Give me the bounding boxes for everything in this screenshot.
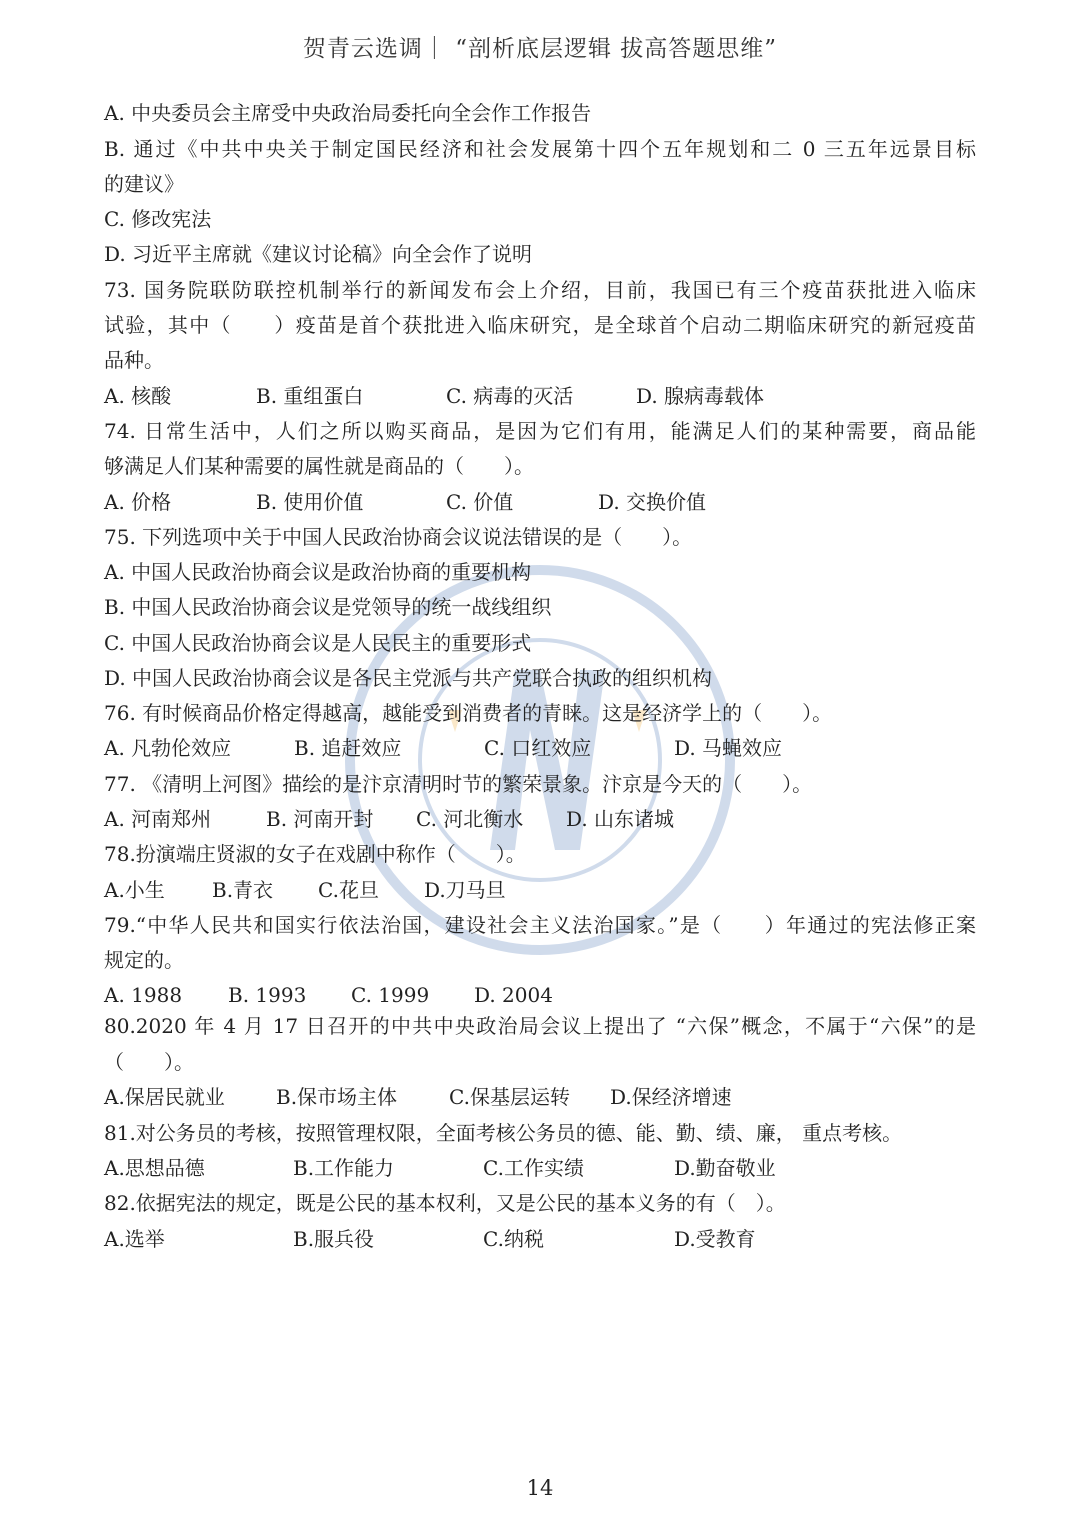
- answer-option: D.受教育: [674, 1227, 756, 1251]
- answer-option: C.工作实绩: [483, 1156, 584, 1180]
- answer-option: B.保市场主体: [276, 1085, 398, 1109]
- page-number: 14: [526, 1476, 554, 1500]
- text-line: 试验，其中（ ）疫苗是首个获批进入临床研究，是全球首个启动二期临床研究的新冠疫苗: [104, 313, 976, 337]
- text-line: 品种。: [104, 348, 164, 372]
- answer-options-row: [104, 1082, 976, 1112]
- answer-option: A. 凡勃伦效应: [104, 736, 232, 760]
- text-line: 76. 有时候商品价格定得越高，越能受到消费者的青睐。这是经济学上的（ ）。: [104, 701, 833, 725]
- text-line: C. 修改宪法: [104, 207, 212, 231]
- answer-option: C.花旦: [318, 878, 379, 902]
- answer-options-row: [104, 804, 976, 834]
- text-line: 的建议》: [104, 172, 184, 196]
- text-line: A. 中国人民政治协商会议是政治协商的重要机构: [104, 560, 532, 584]
- text-line: B. 中国人民政治协商会议是党领导的统一战线组织: [104, 595, 552, 619]
- text-line: 75. 下列选项中关于中国人民政治协商会议说法错误的是（ ）。: [104, 525, 693, 549]
- text-line: 79.“中华人民共和国实行依法治国，建设社会主义法治国家。”是（ ）年通过的宪法修正案: [104, 913, 976, 937]
- answer-option: C. 口红效应: [484, 736, 592, 760]
- answer-option: D.刀马旦: [424, 878, 506, 902]
- answer-option: D.勤奋敬业: [674, 1156, 776, 1180]
- answer-option: B. 1993: [228, 983, 307, 1007]
- answer-option: A. 价格: [104, 490, 172, 514]
- answer-options-row: [104, 381, 976, 411]
- text-line: 73. 国务院联防联控机制举行的新闻发布会上介绍，目前，我国已有三个疫苗获批进入临床: [104, 278, 976, 302]
- answer-option: C.纳税: [483, 1227, 544, 1251]
- answer-option: D. 腺病毒载体: [636, 384, 765, 408]
- text-line: 够满足人们某种需要的属性就是商品的（ ）。: [104, 454, 534, 478]
- text-line: 77. 《清明上河图》描绘的是汴京清明时节的繁荣景象。汴京是今天的（ ）。: [104, 772, 813, 796]
- answer-options-row: [104, 487, 976, 517]
- answer-option: A.选举: [104, 1227, 165, 1251]
- answer-option: B.工作能力: [293, 1156, 395, 1180]
- answer-option: C. 河北衡水: [416, 807, 524, 831]
- text-line: 80.2020 年 4 月 17 日召开的中共中央政治局会议上提出了 “六保”概念，不属于“六保”的是: [104, 1014, 976, 1038]
- text-line: 74. 日常生活中，人们之所以购买商品，是因为它们有用，能满足人们的某种需要，商品能: [104, 419, 976, 443]
- text-line: C. 中国人民政治协商会议是人民民主的重要形式: [104, 631, 532, 655]
- answer-option: A.思想品德: [104, 1156, 205, 1180]
- answer-option: D. 交换价值: [598, 490, 707, 514]
- answer-options-row: [104, 733, 976, 763]
- answer-option: C. 1999: [351, 983, 430, 1007]
- answer-option: A. 1988: [104, 983, 183, 1007]
- answer-option: B.青衣: [212, 878, 274, 902]
- page-header: 贺青云选调｜ “剖析底层逻辑 拔高答题思维”: [302, 36, 778, 62]
- answer-option: B. 使用价值: [256, 490, 364, 514]
- answer-option: B. 追赶效应: [294, 736, 402, 760]
- answer-option: C. 病毒的灭活: [446, 384, 574, 408]
- answer-options-row: [104, 1224, 976, 1254]
- answer-option: C.保基层运转: [449, 1085, 570, 1109]
- text-line: A. 中央委员会主席受中央政治局委托向全会作工作报告: [104, 101, 592, 125]
- answer-option: A.小生: [104, 878, 165, 902]
- answer-option: A. 核酸: [104, 384, 172, 408]
- answer-option: D. 马蝇效应: [674, 736, 783, 760]
- text-line: D. 习近平主席就《建议讨论稿》向全会作了说明: [104, 242, 533, 266]
- answer-option: B.服兵役: [293, 1227, 375, 1251]
- text-line: 82.依据宪法的规定，既是公民的基本权利，又是公民的基本义务的有（ ）。: [104, 1191, 786, 1215]
- text-line: （ ）。: [104, 1050, 194, 1074]
- answer-option: D. 2004: [474, 983, 553, 1007]
- text-line: D. 中国人民政治协商会议是各民主党派与共产党联合执政的组织机构: [104, 666, 713, 690]
- answer-option: B. 河南开封: [266, 807, 374, 831]
- answer-options-row: [104, 980, 976, 1010]
- text-line: 规定的。: [104, 948, 184, 972]
- answer-option: B. 重组蛋白: [256, 384, 364, 408]
- answer-options-row: [104, 875, 976, 905]
- answer-option: A. 河南郑州: [104, 807, 212, 831]
- text-line: B. 通过《中共中央关于制定国民经济和社会发展第十四个五年规划和二 0 三五年远景目标: [104, 137, 976, 161]
- answer-options-row: [104, 1153, 976, 1183]
- answer-option: C. 价值: [446, 490, 514, 514]
- answer-option: D.保经济增速: [610, 1085, 732, 1109]
- text-line: 78.扮演端庄贤淑的女子在戏剧中称作（ ）。: [104, 842, 526, 866]
- answer-option: A.保居民就业: [104, 1085, 225, 1109]
- answer-option: D. 山东诸城: [566, 807, 675, 831]
- text-line: 81.对公务员的考核，按照管理权限，全面考核公务员的德、能、勤、绩、廉， 重点考核。: [104, 1121, 903, 1145]
